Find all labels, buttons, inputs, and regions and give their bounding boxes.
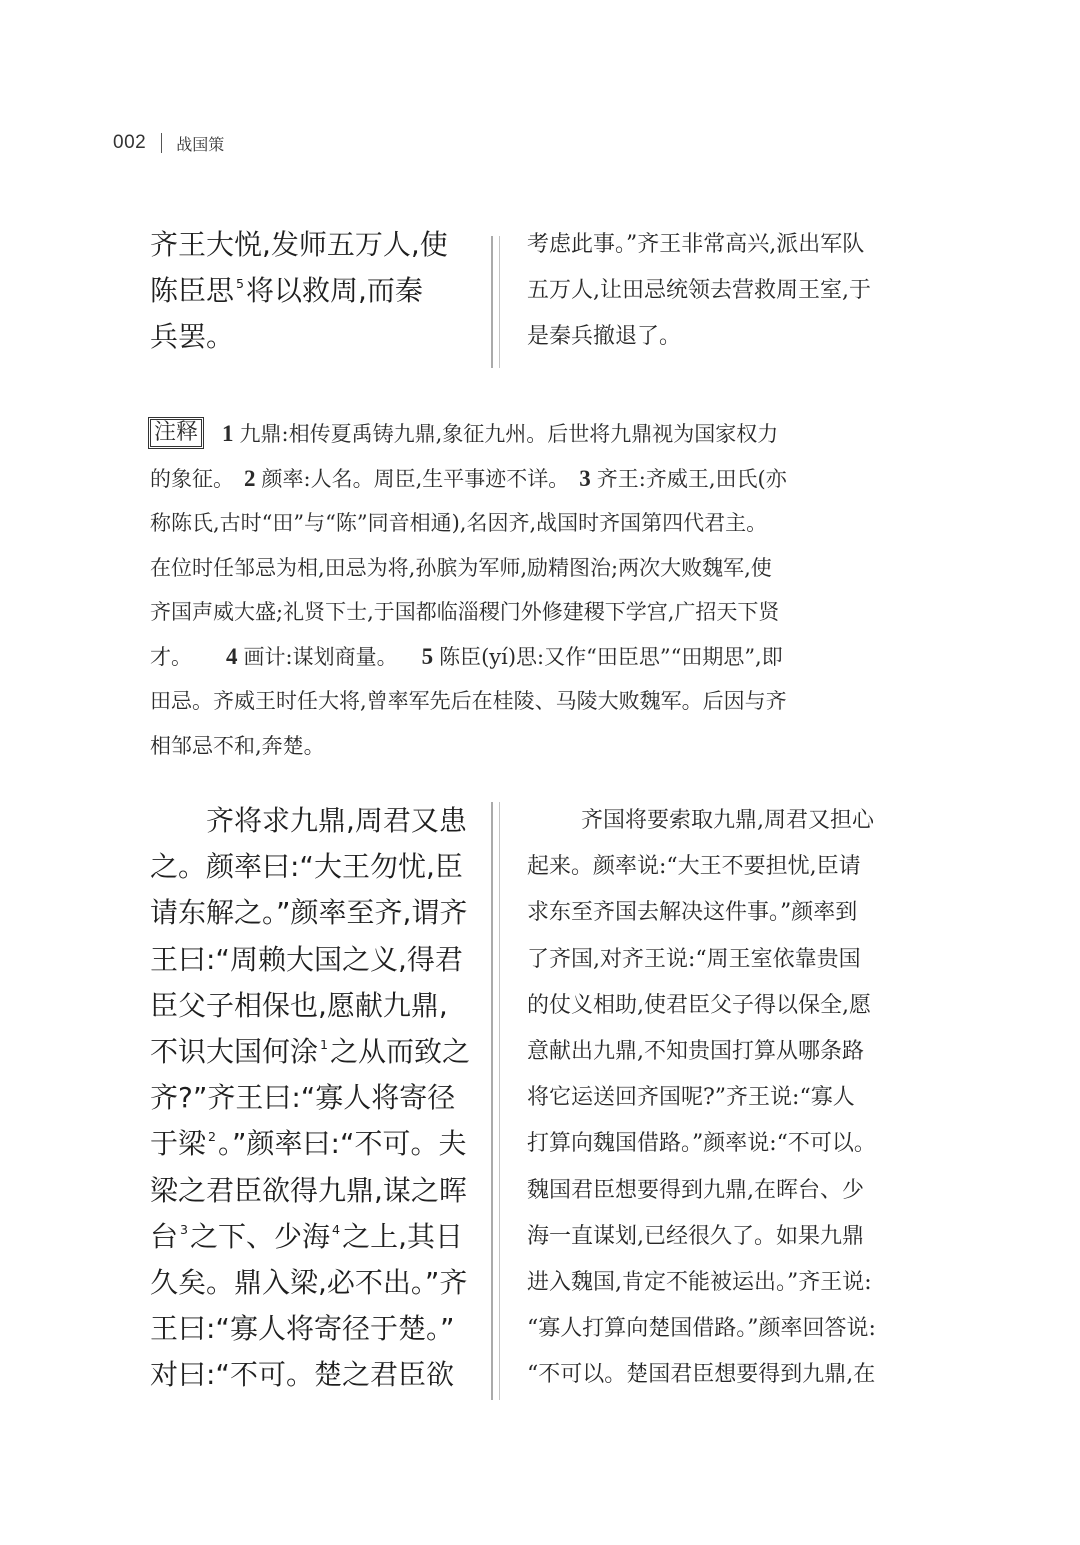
footnote-ref: 3 <box>180 1221 189 1237</box>
original-fragment: 将以救周,而秦 <box>246 274 423 308</box>
note-number: 3 <box>579 465 591 491</box>
translation-line: 进入魏国,肯定不能被运出。”齐王说: <box>527 1269 872 1295</box>
original-fragment: 台 <box>150 1219 179 1253</box>
original-line: 久矣。鼎入梁,必不出。”齐 <box>150 1265 468 1299</box>
original-line: 兵罢。 <box>150 320 235 354</box>
note-line <box>150 635 940 680</box>
translation-line: 魏国君臣想要得到九鼎,在晖台、少 <box>527 1177 864 1203</box>
note-line: 齐国声威大盛;礼贤下士,于国都临淄稷门外修建稷下学宫,广招天下贤 <box>150 600 780 624</box>
original-fragment: 。”颜率曰:“不可。夫 <box>218 1127 467 1161</box>
passage-block-2 <box>150 798 930 1413</box>
original-line: 之。颜率曰:“大王勿忧,臣 <box>150 850 463 884</box>
original-line: 请东解之。”颜率至齐,谓齐 <box>150 896 468 930</box>
note-text: 陈臣(yí)思:又作“田臣思”“田期思”,即 <box>439 644 783 669</box>
translation-line: 了齐国,对齐王说:“周王室依靠贵国 <box>527 946 861 972</box>
note-text: 才。 <box>150 644 192 669</box>
note-line: 田忌。齐威王时任大将,曾率军先后在桂陵、马陵大败魏军。后因与齐 <box>150 689 787 713</box>
translation-line: “不可以。楚国君臣想要得到九鼎,在 <box>527 1362 876 1388</box>
footnote-ref: 5 <box>236 276 245 292</box>
original-line: 齐将求九鼎,周君又患 <box>206 804 467 837</box>
translation-line: 求东至齐国去解决这件事。”颜率到 <box>527 900 858 926</box>
original-line <box>150 1121 470 1167</box>
original-fragment: 之下、少海 <box>190 1219 331 1253</box>
original-text-column <box>150 222 470 361</box>
note-line <box>150 412 940 457</box>
translation-line: 齐国将要索取九鼎,周君又担心 <box>581 808 874 833</box>
translation-column <box>527 798 937 1398</box>
original-line: 王曰:“寡人将寄径于楚。” <box>150 1312 455 1346</box>
page-number: 002 <box>113 132 147 153</box>
original-text-column <box>150 798 470 1398</box>
translation-line: 意献出九鼎,不知贵国打算从哪条路 <box>527 1038 864 1064</box>
note-number: 2 <box>244 465 256 491</box>
original-line: 王曰:“周赖大国之义,得君 <box>150 942 463 976</box>
passage-block-1 <box>150 222 930 367</box>
original-fragment: 于梁 <box>150 1127 207 1161</box>
note-line: 称陈氏,古时“田”与“陈”同音相通),名因齐,战国时齐国第四代君主。 <box>150 511 768 535</box>
original-line: 齐王大悦,发师五万人,使 <box>150 228 448 261</box>
annotations <box>150 412 940 768</box>
footnote-ref: 2 <box>208 1129 217 1145</box>
translation-line: 是秦兵撤退了。 <box>527 324 682 350</box>
original-line: 臣父子相保也,愿献九鼎, <box>150 988 448 1022</box>
translation-line: 五万人,让田忌统领去营救周王室,于 <box>527 278 871 304</box>
note-line: 相邹忌不和,奔楚。 <box>150 733 325 758</box>
book-title: 战国策 <box>176 134 225 154</box>
note-text: 九鼎:相传夏禹铸九鼎,象征九州。后世将九鼎视为国家权力 <box>239 422 779 446</box>
original-line <box>150 1029 470 1075</box>
note-number: 1 <box>222 421 234 446</box>
translation-line: 考虑此事。”齐王非常高兴,派出军队 <box>527 232 865 257</box>
footnote-ref: 4 <box>332 1221 341 1237</box>
translation-line: 起来。颜率说:“大王不要担忧,臣请 <box>527 854 861 880</box>
original-line <box>150 268 470 314</box>
note-text: 画计:谋划商量。 <box>243 644 398 669</box>
column-divider <box>491 802 500 1400</box>
original-fragment: 陈臣思 <box>150 274 235 308</box>
running-header <box>113 128 224 158</box>
translation-column <box>527 222 937 361</box>
column-divider <box>491 236 500 368</box>
translation-line: 将它运送回齐国呢?”齐王说:“寡人 <box>527 1085 855 1111</box>
original-line <box>150 1214 470 1260</box>
original-line: 对曰:“不可。楚之君臣欲 <box>150 1358 454 1392</box>
translation-line: “寡人打算向楚国借路。”颜率回答说: <box>527 1316 876 1342</box>
note-line: 在位时任邹忌为相,田忌为将,孙膑为军师,励精图治;两次大败魏军,使 <box>150 555 772 580</box>
original-line: 梁之君臣欲得九鼎,谋之晖 <box>150 1173 467 1207</box>
note-text: 齐王:齐威王,田氏(亦 <box>596 466 787 491</box>
note-number: 5 <box>421 643 434 669</box>
note-number: 4 <box>226 643 238 669</box>
notes-label: 注释 <box>150 419 202 447</box>
footnote-ref: 1 <box>320 1036 329 1052</box>
original-fragment: 不识大国何涂 <box>150 1034 319 1068</box>
translation-line: 打算向魏国借路。”颜率说:“不可以。 <box>527 1131 876 1157</box>
header-separator <box>161 133 162 153</box>
translation-line: 的仗义相助,使君臣父子得以保全,愿 <box>527 992 871 1018</box>
original-fragment: 之从而致之 <box>330 1034 471 1068</box>
note-line <box>150 457 940 502</box>
translation-line: 海一直谋划,已经很久了。如果九鼎 <box>527 1223 864 1249</box>
note-text: 颜率:人名。周臣,生平事迹不详。 <box>261 466 570 491</box>
note-text: 的象征。 <box>150 466 234 491</box>
original-line: 齐?”齐王曰:“寡人将寄径 <box>150 1081 456 1115</box>
original-fragment: 之上,其日 <box>342 1219 463 1253</box>
